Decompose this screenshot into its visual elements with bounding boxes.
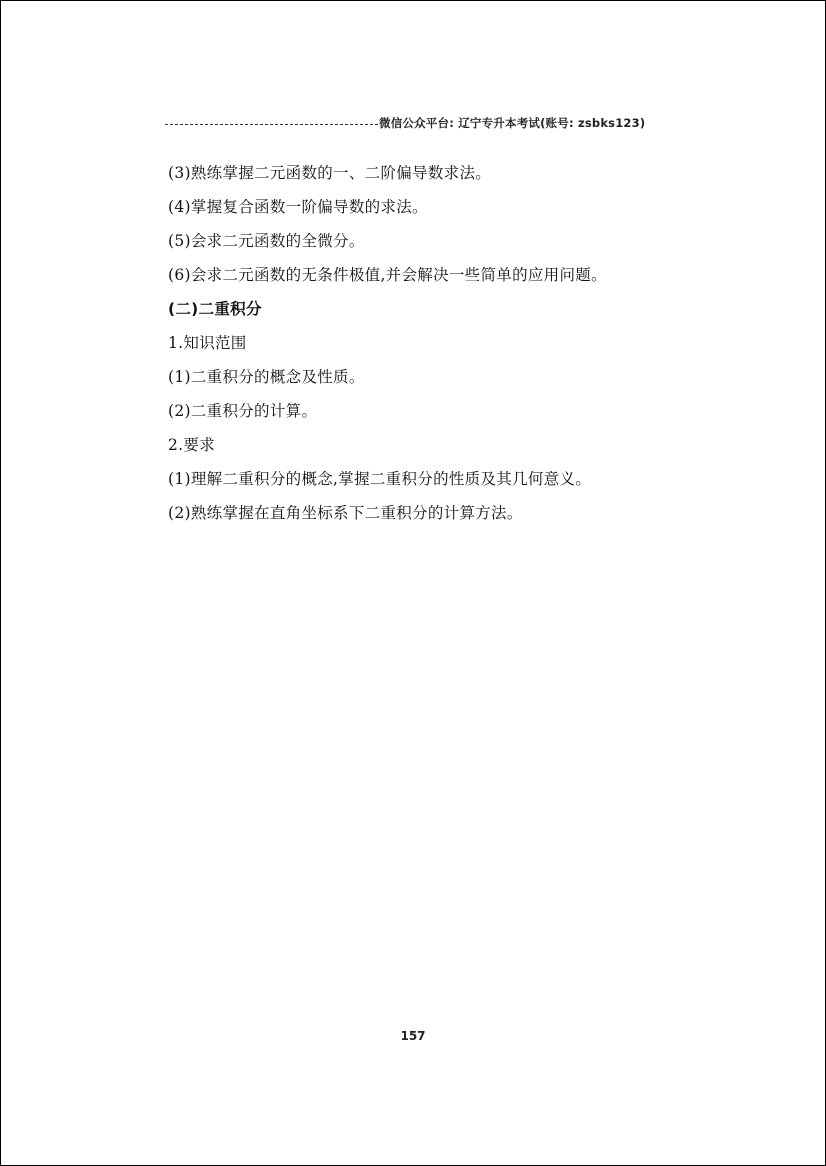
text-line: (5)会求二元函数的全微分。 bbox=[168, 232, 365, 250]
subheading-knowledge-scope: 1.知识范围 bbox=[168, 334, 247, 352]
header-text: 微信公众平台: 辽宁专升本考试(账号: zsbks123) bbox=[379, 116, 646, 130]
text-line: (1)二重积分的概念及性质。 bbox=[168, 368, 365, 386]
text-line: (1)理解二重积分的概念,掌握二重积分的性质及其几何意义。 bbox=[168, 470, 592, 488]
section-heading: (二)二重积分 bbox=[168, 300, 262, 318]
text-line: (4)掌握复合函数一阶偏导数的求法。 bbox=[168, 198, 428, 216]
text-line: (6)会求二元函数的无条件极值,并会解决一些简单的应用问题。 bbox=[168, 266, 607, 284]
subheading-requirements: 2.要求 bbox=[168, 436, 215, 454]
text-line: (3)熟练掌握二元函数的一、二阶偏导数求法。 bbox=[168, 164, 492, 182]
text-line: (2)熟练掌握在直角坐标系下二重积分的计算方法。 bbox=[168, 504, 523, 522]
text-line: (2)二重积分的计算。 bbox=[168, 402, 318, 420]
page-header bbox=[165, 114, 665, 132]
page-body bbox=[168, 159, 688, 533]
header-dashed-rule bbox=[165, 124, 378, 125]
page-number: 157 bbox=[400, 1029, 426, 1043]
